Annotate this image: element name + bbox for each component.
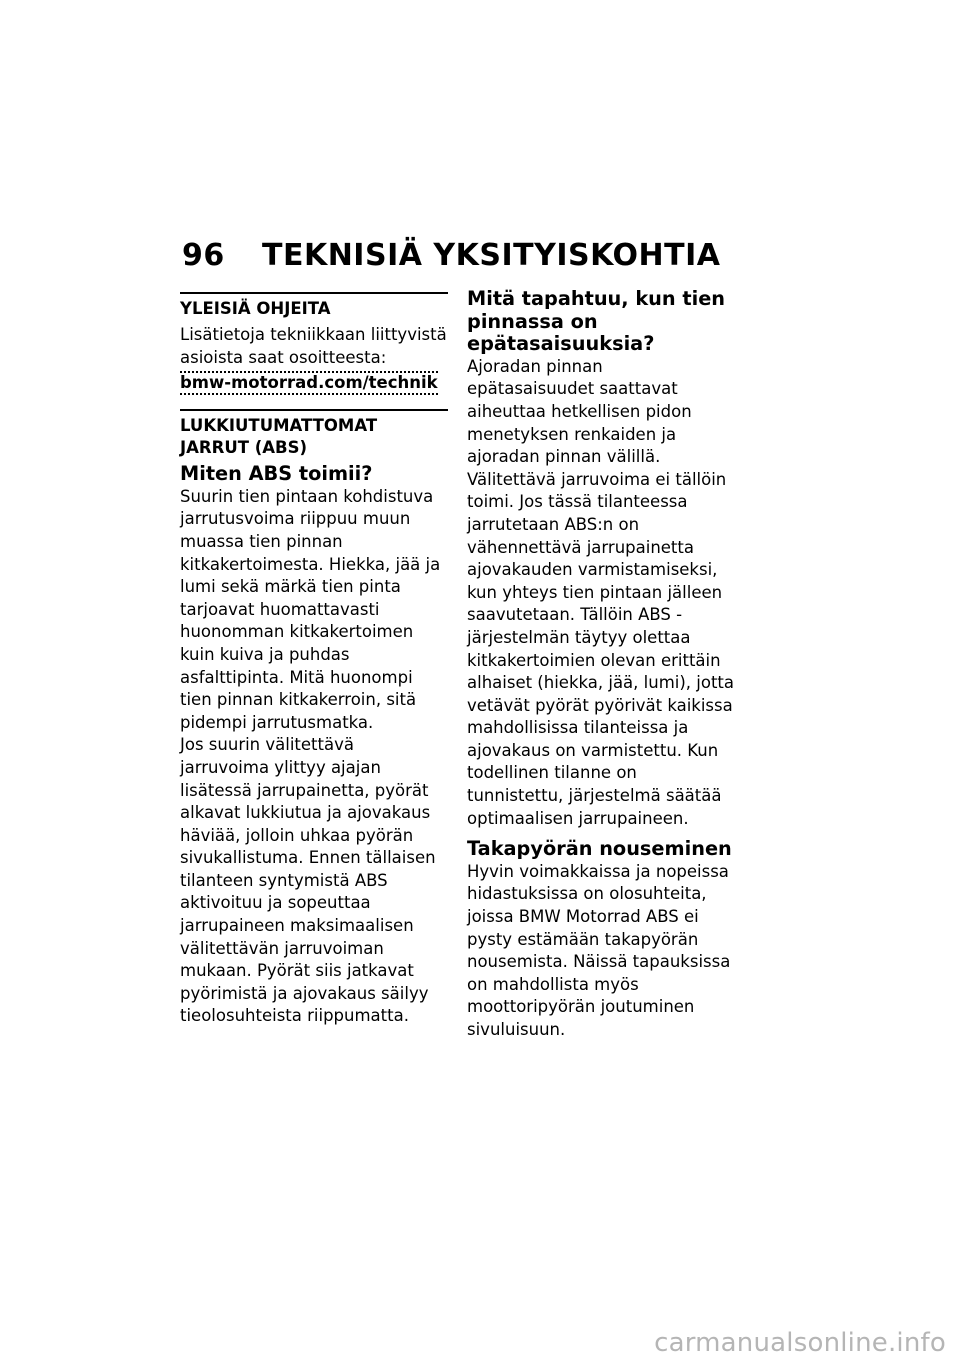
abs-paragraph-2: Jos suurin välitettävä jarruvoima ylittyy ajajan lisätessä jarrupainetta, pyörät alkavat lukkiutua ja ajovakaus häviää, jolloin uhkaa pyörän sivukallistuma. Ennen tällaisen tilanteen syntymistä ABS aktivoituu ja sopeuttaa jarrupaineen maksimaalisen välitettävän jarruvoiman mukaan. Pyörät siis jatkavat pyörimistä ja ajovakaus säilyy tieolosuhteista riippumatta. (180, 735, 436, 1026)
section-title-abs: LUKKIUTUMATTOMAT JARRUT (ABS) (180, 409, 448, 459)
right-column (467, 287, 735, 1042)
chapter-title: TEKNISIÄ YKSITYISKOHTIA (262, 238, 721, 273)
rear-wheel-lift-text: Hyvin voimakkaissa ja nopeissa hidastuksissa on olosuhteita, joissa BMW Motorrad ABS ei pysty estämään takapyörän nousemista. Näissä tapauksissa on mahdollista myös moottoripyörän joutuminen sivuluisuun. (467, 861, 731, 1039)
left-column (180, 292, 448, 1028)
subtitle-how-abs-works: Miten ABS toimii? (180, 462, 373, 486)
page-header (182, 238, 720, 273)
watermark: carmanualsonline.info (654, 1328, 946, 1358)
general-info-text: Lisätietoja tekniikkaan liittyvistä asioista saat osoitteesta: (180, 325, 447, 367)
technik-link[interactable]: bmw-motorrad.com/technik (180, 371, 438, 395)
subtitle-rear-wheel-lift: Takapyörän nouseminen (467, 837, 732, 861)
page-number: 96 (182, 238, 225, 273)
subtitle-uneven-surface: Mitä tapahtuu, kun tien pinnassa on epätasaisuuksia? (467, 287, 726, 356)
section-title-general: YLEISIÄ OHJEITA (180, 292, 448, 320)
uneven-surface-text: Ajoradan pinnan epätasaisuudet saattavat aiheuttaa hetkellisen pidon menetyksen renkaiden ja ajoradan pinnan välillä. Välitettävä jarruvoima ei tällöin toimi. Jos tässä tilanteessa jarrutetaan ABS:n on vähennettävä jarrupainetta ajovakauden varmistamiseksi, kun yhteys tien pintaan jälleen saavutetaan. Tällöin ABS -järjestelmän täytyy olettaa kitkakertoimien olevan erittäin alhaiset (hiekka, jää, lumi), jotta vetävät pyörät pyörivät kaikissa mahdollisissa tilanteissa ja ajovakaus on varmistettu. Kun todellinen tilanne on tunnistettu, järjestelmä säätää optimaalisen jarrupaineen. (467, 356, 735, 828)
abs-paragraph-1: Suurin tien pintaan kohdistuva jarrutusvoima riippuu muun muassa tien pinnan kitkakertoimesta. Hiekka, jää ja lumi sekä märkä tien pinta tarjoavat huomattavasti huonomman kitkakertoimen kuin kuiva ja puhdas asfalttipinta. Mitä huonompi tien pinnan kitkakerroin, sitä pidempi jarrutusmatka. (180, 486, 441, 732)
